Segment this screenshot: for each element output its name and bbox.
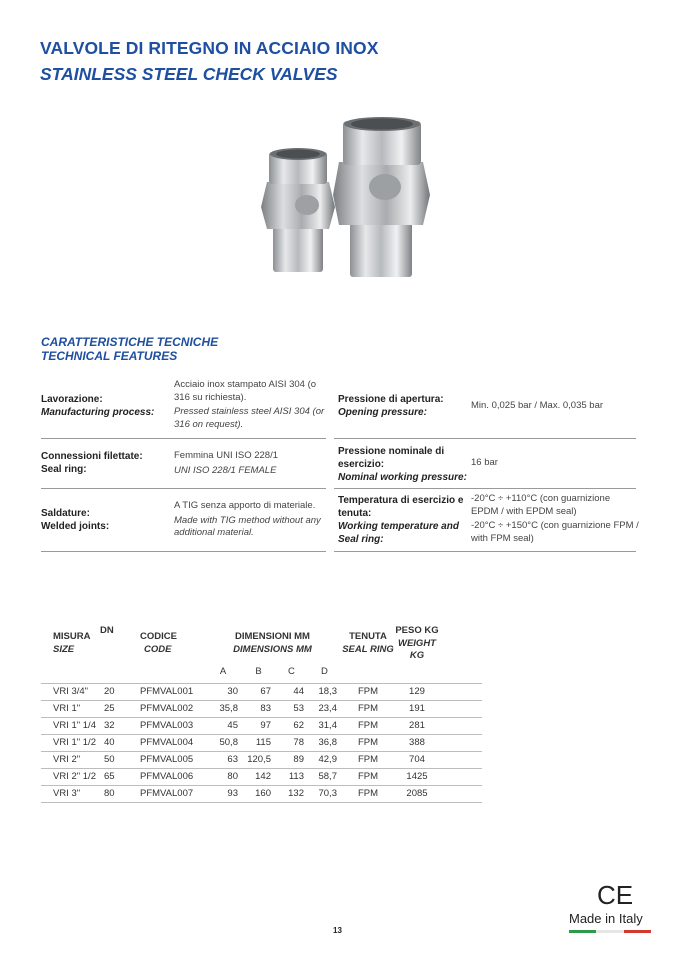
cell-spacer — [439, 734, 482, 751]
cell-a: 45 — [204, 717, 242, 734]
cell-weight: 2085 — [395, 785, 439, 802]
italian-flag-bar — [569, 930, 651, 933]
table-row — [41, 785, 482, 802]
cell-dn: 20 — [100, 683, 136, 700]
cell-dn: 50 — [100, 751, 136, 768]
cell-d: 23,4 — [308, 700, 341, 717]
ce-mark: CE — [597, 880, 634, 910]
table-row — [41, 751, 482, 768]
table-row — [41, 768, 482, 785]
cell-d: 31,4 — [308, 717, 341, 734]
cell-b: 83 — [242, 700, 275, 717]
cell-spacer — [439, 785, 482, 802]
table-row — [41, 734, 482, 751]
cell-size: VRI 1" — [41, 700, 100, 717]
cell-code: PFMVAL001 — [136, 683, 204, 700]
cell-weight: 704 — [395, 751, 439, 768]
cell-a: 30 — [204, 683, 242, 700]
cell-b: 115 — [242, 734, 275, 751]
cell-b: 67 — [242, 683, 275, 700]
cell-d: 58,7 — [308, 768, 341, 785]
cell-spacer — [439, 700, 482, 717]
cell-b: 97 — [242, 717, 275, 734]
feature-label: Pressione di apertura: Opening pressure: — [338, 394, 444, 418]
cell-d: 42,9 — [308, 751, 341, 768]
page-subtitle: STAINLESS STEEL CHECK VALVES — [40, 64, 338, 84]
cell-a: 80 — [204, 768, 242, 785]
cell-code: PFMVAL004 — [136, 734, 204, 751]
cell-code: PFMVAL006 — [136, 768, 204, 785]
table-header-row — [41, 625, 482, 663]
cell-b: 120,5 — [242, 751, 275, 768]
feature-label: Lavorazione: Manufacturing process: — [41, 394, 155, 418]
cell-weight: 281 — [395, 717, 439, 734]
feature-value: -20°C ÷ +110°C (con guarnizione EPDM / with EPDM seal) -20°C ÷ +150°C (con guarnizione FPM / with FPM seal) — [471, 493, 639, 544]
section-subtitle: TECHNICAL FEATURES — [41, 349, 178, 363]
cell-seal: FPM — [341, 683, 395, 700]
cell-d: 36,8 — [308, 734, 341, 751]
cell-c: 113 — [275, 768, 308, 785]
col-dimensions: DIMENSIONI MM DIMENSIONS MM — [233, 631, 312, 655]
cell-seal: FPM — [341, 751, 395, 768]
col-b: B — [242, 663, 275, 684]
feature-label: Connessioni filettate: Seal ring: — [41, 451, 143, 475]
cell-a: 63 — [204, 751, 242, 768]
cell-size: VRI 2" 1/2 — [41, 768, 100, 785]
col-weight: PESO KG WEIGHT KG — [395, 625, 439, 661]
feature-value: A TIG senza apporto di materiale. Made with TIG method without any additional material. — [174, 500, 321, 538]
cell-c: 44 — [275, 683, 308, 700]
col-a: A — [204, 663, 242, 684]
cell-size: VRI 1" 1/2 — [41, 734, 100, 751]
cell-spacer — [439, 768, 482, 785]
cell-d: 70,3 — [308, 785, 341, 802]
divider — [41, 438, 326, 439]
cell-spacer — [439, 717, 482, 734]
feature-label: Pressione nominale di esercizio: Nominal working pressure: — [338, 446, 467, 483]
cell-b: 142 — [242, 768, 275, 785]
cell-dn: 80 — [100, 785, 136, 802]
table-subheader-row — [41, 663, 482, 684]
feature-label: Temperatura di esercizio e tenuta: Working temperature and Seal ring: — [338, 495, 464, 545]
divider — [334, 488, 636, 489]
cell-c: 132 — [275, 785, 308, 802]
table-row — [41, 700, 482, 717]
divider — [334, 551, 636, 552]
dimensions-table — [41, 625, 482, 803]
made-in-italy-label: Made in Italy — [569, 911, 643, 926]
cell-seal: FPM — [341, 717, 395, 734]
cell-c: 53 — [275, 700, 308, 717]
cell-dn: 65 — [100, 768, 136, 785]
cell-weight: 129 — [395, 683, 439, 700]
cell-weight: 1425 — [395, 768, 439, 785]
table-row — [41, 717, 482, 734]
cell-a: 35,8 — [204, 700, 242, 717]
page-title: VALVOLE DI RITEGNO IN ACCIAIO INOX — [40, 38, 379, 58]
col-dn: DN — [99, 625, 114, 636]
cell-code: PFMVAL005 — [136, 751, 204, 768]
cell-size: VRI 3/4" — [41, 683, 100, 700]
cell-dn: 32 — [100, 717, 136, 734]
col-size: MISURA SIZE — [53, 631, 91, 655]
cell-a: 93 — [204, 785, 242, 802]
cell-weight: 388 — [395, 734, 439, 751]
cell-size: VRI 1" 1/4 — [41, 717, 100, 734]
feature-label: Saldature: Welded joints: — [41, 508, 110, 532]
cell-spacer — [439, 751, 482, 768]
cell-spacer — [439, 683, 482, 700]
cell-a: 50,8 — [204, 734, 242, 751]
feature-value: Min. 0,025 bar / Max. 0,035 bar — [471, 400, 604, 411]
col-code: CODICE CODE — [139, 631, 177, 655]
divider — [41, 551, 326, 552]
col-seal: TENUTA SEAL RING — [342, 631, 394, 655]
cell-dn: 40 — [100, 734, 136, 751]
table-row — [41, 683, 482, 700]
cell-dn: 25 — [100, 700, 136, 717]
feature-value: Femmina UNI ISO 228/1 UNI ISO 228/1 FEMALE — [174, 450, 279, 476]
cell-weight: 191 — [395, 700, 439, 717]
col-d: D — [308, 663, 341, 684]
col-c: C — [275, 663, 308, 684]
feature-value: Acciaio inox stampato AISI 304 (o 316 su richiesta). Pressed stainless steel AISI 304 (or 316 on request). — [174, 379, 325, 430]
cell-d: 18,3 — [308, 683, 341, 700]
cell-seal: FPM — [341, 734, 395, 751]
cell-code: PFMVAL003 — [136, 717, 204, 734]
cell-seal: FPM — [341, 785, 395, 802]
section-title: CARATTERISTICHE TECNICHE — [41, 335, 219, 349]
large-valve-shape — [333, 117, 430, 277]
cell-c: 78 — [275, 734, 308, 751]
feature-value: 16 bar — [471, 457, 498, 468]
cell-code: PFMVAL002 — [136, 700, 204, 717]
cell-size: VRI 3" — [41, 785, 100, 802]
cell-seal: FPM — [341, 700, 395, 717]
cell-size: VRI 2" — [41, 751, 100, 768]
cell-b: 160 — [242, 785, 275, 802]
divider — [334, 438, 636, 439]
product-image — [255, 117, 430, 282]
page-number: 13 — [333, 926, 342, 935]
small-valve-shape — [261, 148, 335, 272]
cell-c: 89 — [275, 751, 308, 768]
cell-code: PFMVAL007 — [136, 785, 204, 802]
cell-seal: FPM — [341, 768, 395, 785]
divider — [41, 488, 326, 489]
cell-c: 62 — [275, 717, 308, 734]
